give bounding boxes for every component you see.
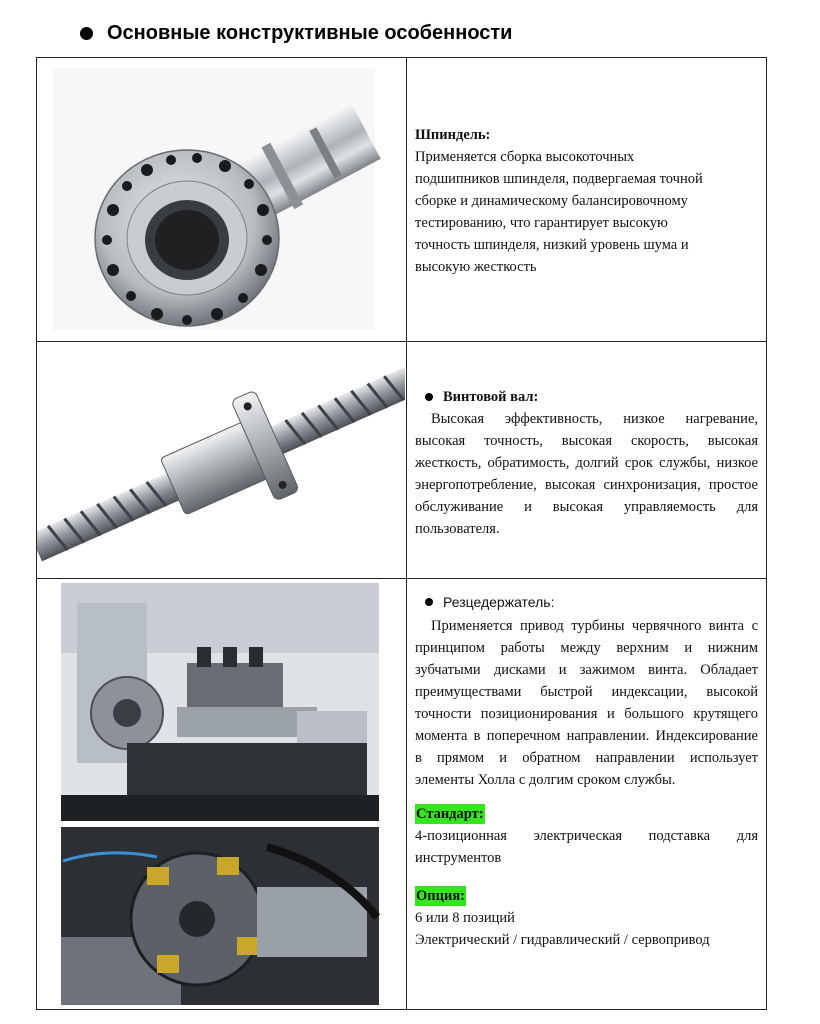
toolpost-image-cell xyxy=(37,579,407,1010)
ballscrew-heading xyxy=(415,386,758,408)
option-line: Электрический / гидравлический / сервопривод xyxy=(415,932,710,948)
spindle-line: высокую жесткость xyxy=(415,259,537,275)
option-line: 6 или 8 позиций xyxy=(415,910,515,926)
spindle-line: Применяется сборка высокоточных xyxy=(415,149,635,165)
bullet-icon xyxy=(425,393,433,401)
ballscrew-row xyxy=(37,342,767,579)
ballscrew-description: Высокая эффективность, низкое нагревание, высокая точность, высокая скорость, высокая жесткость, обратимость, долгий срок службы, низкое энергопотребление, высокая синхронизация, простое обслуживание и высокая управляемость для пользователя. xyxy=(415,411,758,537)
toolpost-title: Резцедержатель: xyxy=(443,594,555,610)
bullet-icon xyxy=(425,598,433,606)
ballscrew-title: Винтовой вал: xyxy=(443,389,539,405)
spindle-line: точность шпинделя, низкий уровень шума и xyxy=(415,237,689,253)
ballscrew-image xyxy=(37,342,406,578)
standard-text: 4-позиционная электрическая подставка для инструментов xyxy=(415,828,758,866)
spindle-line: подшипников шпинделя, подвергаемая точной xyxy=(415,171,703,187)
spindle-image-cell xyxy=(37,58,407,342)
option-label: Опция: xyxy=(416,888,466,904)
toolpost-description: Применяется привод турбины червячного винта с принципом работы между верхним и нижним зубчатыми дисками и зажимом винта. Обладает преимуществами быстрой индексации, высокой точности позиционирования и большого крутящего момента в поперечном направлении. Индексирование в прямом и обратном направлении использует элементы Холла с долгим сроком службы. xyxy=(415,618,758,788)
spindle-line: сборке и динамическому балансировочному xyxy=(415,193,688,209)
bullet-icon xyxy=(80,27,93,40)
toolpost-text-cell xyxy=(407,579,767,1010)
spindle-image xyxy=(37,58,406,341)
ballscrew-image-cell xyxy=(37,342,407,579)
standard-label: Стандарт: xyxy=(416,806,484,822)
spindle-title: Шпиндель: xyxy=(415,127,491,143)
toolpost-image-bottom xyxy=(37,821,406,1005)
spindle-text-cell xyxy=(407,58,767,342)
section-title: Основные конструктивные особенности xyxy=(107,22,513,44)
toolpost-image-top xyxy=(37,579,406,821)
toolpost-row xyxy=(37,579,767,1010)
section-heading xyxy=(80,22,512,45)
ballscrew-text-cell xyxy=(407,342,767,579)
features-table xyxy=(36,57,767,1010)
toolpost-heading xyxy=(415,591,758,613)
spindle-row xyxy=(37,58,767,342)
spindle-line: тестированию, что гарантирует высокую xyxy=(415,215,668,231)
